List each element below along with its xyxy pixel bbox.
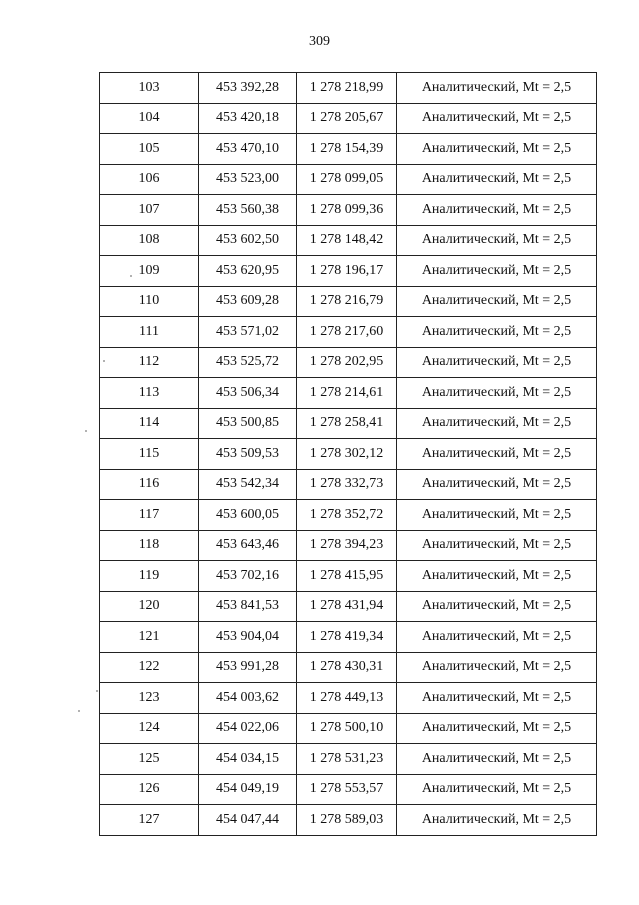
table-row <box>100 195 597 226</box>
y-coordinate-cell: 1 278 500,10 <box>297 713 397 744</box>
y-coordinate-cell: 1 278 430,31 <box>297 652 397 683</box>
method-cell: Аналитический, Mt = 2,5 <box>397 103 597 134</box>
method-cell: Аналитический, Mt = 2,5 <box>397 164 597 195</box>
point-number-cell: 105 <box>100 134 199 165</box>
point-number-cell: 114 <box>100 408 199 439</box>
method-cell: Аналитический, Mt = 2,5 <box>397 408 597 439</box>
method-cell: Аналитический, Mt = 2,5 <box>397 286 597 317</box>
y-coordinate-cell: 1 278 302,12 <box>297 439 397 470</box>
x-coordinate-cell: 453 542,34 <box>199 469 297 500</box>
point-number-cell: 121 <box>100 622 199 653</box>
y-coordinate-cell: 1 278 553,57 <box>297 774 397 805</box>
method-cell: Аналитический, Mt = 2,5 <box>397 347 597 378</box>
table-row <box>100 500 597 531</box>
method-cell: Аналитический, Mt = 2,5 <box>397 195 597 226</box>
point-number-cell: 108 <box>100 225 199 256</box>
method-cell: Аналитический, Mt = 2,5 <box>397 500 597 531</box>
coordinates-table <box>99 72 597 836</box>
x-coordinate-cell: 453 420,18 <box>199 103 297 134</box>
point-number-cell: 112 <box>100 347 199 378</box>
point-number-cell: 104 <box>100 103 199 134</box>
x-coordinate-cell: 453 392,28 <box>199 73 297 104</box>
y-coordinate-cell: 1 278 154,39 <box>297 134 397 165</box>
x-coordinate-cell: 453 609,28 <box>199 286 297 317</box>
x-coordinate-cell: 453 904,04 <box>199 622 297 653</box>
x-coordinate-cell: 453 560,38 <box>199 195 297 226</box>
point-number-cell: 106 <box>100 164 199 195</box>
x-coordinate-cell: 453 470,10 <box>199 134 297 165</box>
method-cell: Аналитический, Mt = 2,5 <box>397 225 597 256</box>
table-row <box>100 744 597 775</box>
y-coordinate-cell: 1 278 099,36 <box>297 195 397 226</box>
point-number-cell: 107 <box>100 195 199 226</box>
y-coordinate-cell: 1 278 196,17 <box>297 256 397 287</box>
y-coordinate-cell: 1 278 332,73 <box>297 469 397 500</box>
table-row <box>100 469 597 500</box>
scan-speck <box>130 275 132 277</box>
table-row <box>100 134 597 165</box>
x-coordinate-cell: 454 047,44 <box>199 805 297 836</box>
table-row <box>100 378 597 409</box>
method-cell: Аналитический, Mt = 2,5 <box>397 652 597 683</box>
point-number-cell: 127 <box>100 805 199 836</box>
point-number-cell: 109 <box>100 256 199 287</box>
coordinates-table-body <box>100 73 597 836</box>
method-cell: Аналитический, Mt = 2,5 <box>397 805 597 836</box>
method-cell: Аналитический, Mt = 2,5 <box>397 744 597 775</box>
y-coordinate-cell: 1 278 394,23 <box>297 530 397 561</box>
method-cell: Аналитический, Mt = 2,5 <box>397 378 597 409</box>
table-row <box>100 225 597 256</box>
y-coordinate-cell: 1 278 258,41 <box>297 408 397 439</box>
x-coordinate-cell: 454 034,15 <box>199 744 297 775</box>
x-coordinate-cell: 453 620,95 <box>199 256 297 287</box>
scan-speck <box>85 430 87 432</box>
table-row <box>100 530 597 561</box>
point-number-cell: 122 <box>100 652 199 683</box>
point-number-cell: 110 <box>100 286 199 317</box>
point-number-cell: 120 <box>100 591 199 622</box>
y-coordinate-cell: 1 278 205,67 <box>297 103 397 134</box>
point-number-cell: 126 <box>100 774 199 805</box>
table-row <box>100 713 597 744</box>
point-number-cell: 103 <box>100 73 199 104</box>
y-coordinate-cell: 1 278 214,61 <box>297 378 397 409</box>
scan-speck <box>96 690 98 692</box>
point-number-cell: 111 <box>100 317 199 348</box>
x-coordinate-cell: 453 702,16 <box>199 561 297 592</box>
method-cell: Аналитический, Mt = 2,5 <box>397 73 597 104</box>
x-coordinate-cell: 453 500,85 <box>199 408 297 439</box>
point-number-cell: 113 <box>100 378 199 409</box>
table-row <box>100 774 597 805</box>
table-row <box>100 439 597 470</box>
y-coordinate-cell: 1 278 415,95 <box>297 561 397 592</box>
y-coordinate-cell: 1 278 202,95 <box>297 347 397 378</box>
table-row <box>100 164 597 195</box>
point-number-cell: 125 <box>100 744 199 775</box>
y-coordinate-cell: 1 278 419,34 <box>297 622 397 653</box>
x-coordinate-cell: 453 525,72 <box>199 347 297 378</box>
method-cell: Аналитический, Mt = 2,5 <box>397 134 597 165</box>
page-number: 309 <box>309 34 330 49</box>
table-row <box>100 683 597 714</box>
y-coordinate-cell: 1 278 217,60 <box>297 317 397 348</box>
x-coordinate-cell: 453 571,02 <box>199 317 297 348</box>
table-row <box>100 561 597 592</box>
table-row <box>100 286 597 317</box>
table-row <box>100 317 597 348</box>
method-cell: Аналитический, Mt = 2,5 <box>397 317 597 348</box>
table-row <box>100 805 597 836</box>
method-cell: Аналитический, Mt = 2,5 <box>397 622 597 653</box>
method-cell: Аналитический, Mt = 2,5 <box>397 561 597 592</box>
y-coordinate-cell: 1 278 218,99 <box>297 73 397 104</box>
table-row <box>100 256 597 287</box>
method-cell: Аналитический, Mt = 2,5 <box>397 683 597 714</box>
y-coordinate-cell: 1 278 449,13 <box>297 683 397 714</box>
y-coordinate-cell: 1 278 216,79 <box>297 286 397 317</box>
x-coordinate-cell: 453 841,53 <box>199 591 297 622</box>
scan-speck <box>103 360 105 362</box>
x-coordinate-cell: 453 991,28 <box>199 652 297 683</box>
x-coordinate-cell: 453 602,50 <box>199 225 297 256</box>
method-cell: Аналитический, Mt = 2,5 <box>397 530 597 561</box>
point-number-cell: 124 <box>100 713 199 744</box>
point-number-cell: 116 <box>100 469 199 500</box>
point-number-cell: 123 <box>100 683 199 714</box>
method-cell: Аналитический, Mt = 2,5 <box>397 439 597 470</box>
table-row <box>100 103 597 134</box>
point-number-cell: 117 <box>100 500 199 531</box>
x-coordinate-cell: 454 022,06 <box>199 713 297 744</box>
method-cell: Аналитический, Mt = 2,5 <box>397 256 597 287</box>
x-coordinate-cell: 453 523,00 <box>199 164 297 195</box>
x-coordinate-cell: 453 506,34 <box>199 378 297 409</box>
method-cell: Аналитический, Mt = 2,5 <box>397 774 597 805</box>
x-coordinate-cell: 453 600,05 <box>199 500 297 531</box>
table-row <box>100 591 597 622</box>
y-coordinate-cell: 1 278 099,05 <box>297 164 397 195</box>
x-coordinate-cell: 454 049,19 <box>199 774 297 805</box>
method-cell: Аналитический, Mt = 2,5 <box>397 469 597 500</box>
point-number-cell: 115 <box>100 439 199 470</box>
x-coordinate-cell: 453 509,53 <box>199 439 297 470</box>
method-cell: Аналитический, Mt = 2,5 <box>397 713 597 744</box>
table-row <box>100 652 597 683</box>
point-number-cell: 119 <box>100 561 199 592</box>
x-coordinate-cell: 454 003,62 <box>199 683 297 714</box>
table-row <box>100 347 597 378</box>
y-coordinate-cell: 1 278 431,94 <box>297 591 397 622</box>
scan-speck <box>78 710 80 712</box>
y-coordinate-cell: 1 278 589,03 <box>297 805 397 836</box>
y-coordinate-cell: 1 278 531,23 <box>297 744 397 775</box>
table-row <box>100 73 597 104</box>
method-cell: Аналитический, Mt = 2,5 <box>397 591 597 622</box>
point-number-cell: 118 <box>100 530 199 561</box>
table-row <box>100 408 597 439</box>
y-coordinate-cell: 1 278 148,42 <box>297 225 397 256</box>
table-row <box>100 622 597 653</box>
y-coordinate-cell: 1 278 352,72 <box>297 500 397 531</box>
x-coordinate-cell: 453 643,46 <box>199 530 297 561</box>
